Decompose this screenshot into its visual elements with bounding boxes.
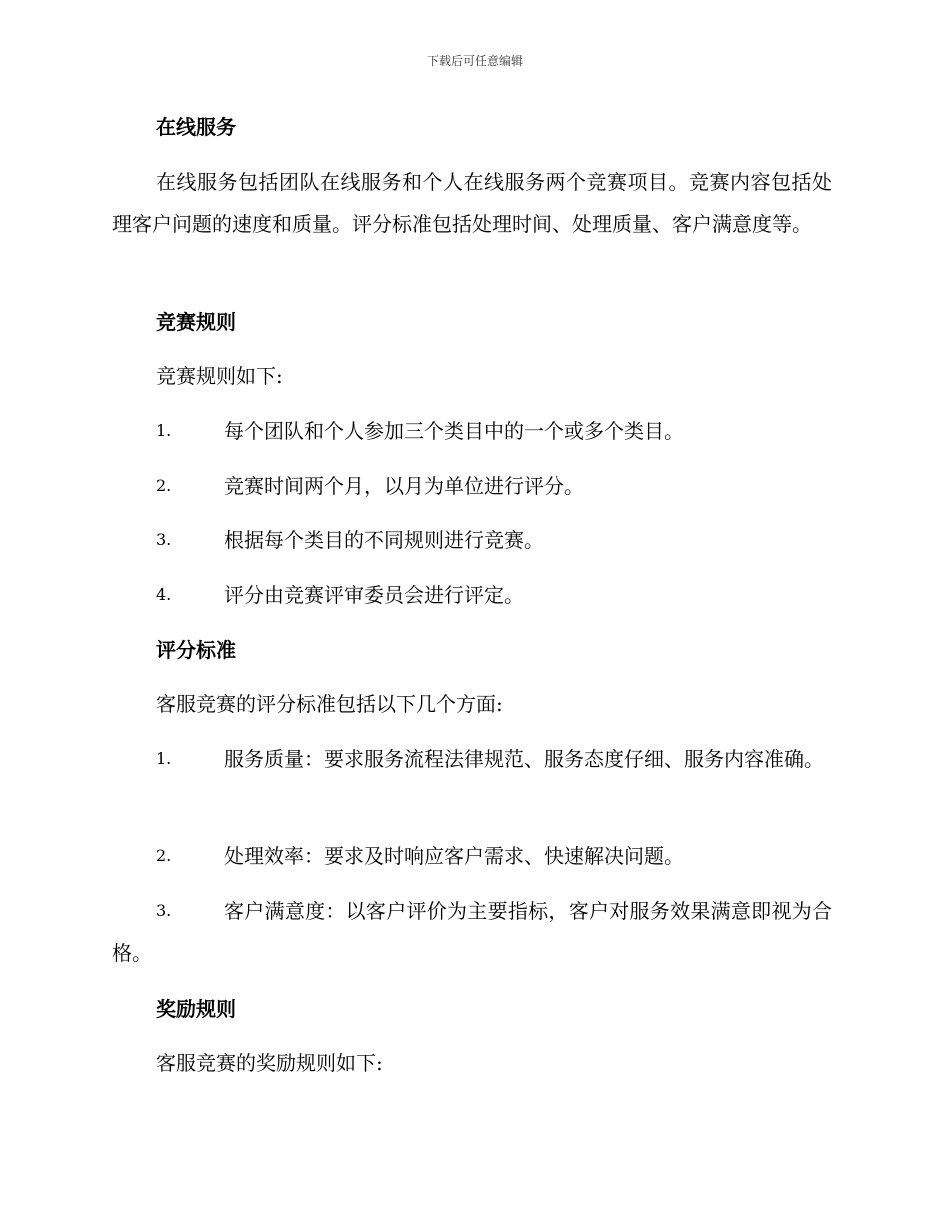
list-number: 2. [156,476,172,495]
list-item [112,890,832,974]
list-text: 服务质量：要求服务流程法律规范、服务态度仔细、服务内容准确。 [224,747,824,771]
section-heading-scoring: 评分标准 [156,638,236,662]
list-item [112,410,832,452]
list-item [112,465,832,507]
list-number: 2. [156,846,172,865]
paragraph-online: 在线服务包括团队在线服务和个人在线服务两个竞赛项目。竞赛内容包括处理客户问题的速度和质量。评分标准包括处理时间、处理质量、客户满意度等。 [112,170,832,236]
list-text: 竞赛时间两个月，以月为单位进行评分。 [224,474,584,498]
scoring-intro: 客服竞赛的评分标准包括以下几个方面: [156,692,503,716]
list-text: 评分由竞赛评审委员会进行评定。 [224,583,524,607]
section-heading-online: 在线服务 [156,115,236,139]
list-number: 3. [156,901,172,920]
list-text: 每个团队和个人参加三个类目中的一个或多个类目。 [224,419,684,443]
rewards-intro: 客服竞赛的奖励规则如下: [156,1051,383,1075]
list-item [112,835,832,877]
list-item [112,519,832,561]
list-text: 处理效率：要求及时响应客户需求、快速解决问题。 [224,844,684,868]
list-number: 1. [156,749,172,768]
list-item [112,738,832,780]
section-heading-rules: 竞赛规则 [156,310,236,334]
list-number: 1. [156,421,172,440]
list-text: 客户满意度：以客户评价为主要指标，客户对服务效果满意即视为合格。 [112,899,832,965]
list-text: 根据每个类目的不同规则进行竞赛。 [224,528,544,552]
page-header: 下载后可任意编辑 [426,54,523,68]
rules-intro: 竞赛规则如下: [156,364,283,388]
list-number: 4. [156,585,172,604]
section-heading-rewards: 奖励规则 [156,997,236,1021]
list-item [112,574,832,616]
list-number: 3. [156,530,172,549]
